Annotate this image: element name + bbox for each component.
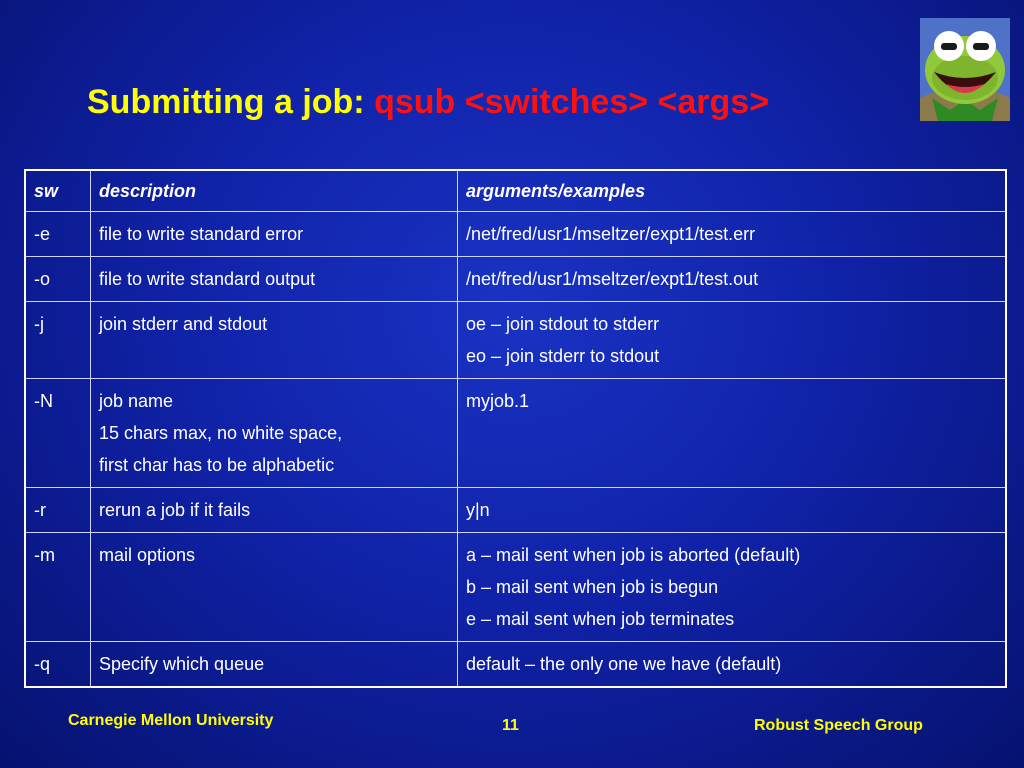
cell-line: mail options <box>99 545 196 565</box>
cell-line: default – the only one we have (default) <box>466 654 782 674</box>
cell-description <box>91 257 458 302</box>
table-row <box>25 533 1006 642</box>
cell-line: eo – join stderr to stdout <box>466 346 660 366</box>
header-arguments: arguments/examples <box>458 170 1007 212</box>
cell-description <box>91 488 458 533</box>
cell-sw: -q <box>25 642 91 688</box>
cell-line: b – mail sent when job is begun <box>466 577 719 597</box>
cell-line: file to write standard output <box>99 269 316 289</box>
table-row <box>25 379 1006 488</box>
cell-description <box>91 212 458 257</box>
cell-description <box>91 379 458 488</box>
header-description: description <box>91 170 458 212</box>
footer-group: Robust Speech Group <box>754 717 923 734</box>
cell-arguments <box>458 642 1007 688</box>
cell-sw: -m <box>25 533 91 642</box>
cell-sw: -o <box>25 257 91 302</box>
cell-line: e – mail sent when job terminates <box>466 609 735 629</box>
table-row <box>25 257 1006 302</box>
cell-line: first char has to be alphabetic <box>99 455 335 475</box>
cell-sw: -j <box>25 302 91 379</box>
cell-description <box>91 302 458 379</box>
cell-line: rerun a job if it fails <box>99 500 251 520</box>
cell-arguments <box>458 257 1007 302</box>
cell-sw: -N <box>25 379 91 488</box>
table-header-row <box>25 170 1006 212</box>
cell-sw: -r <box>25 488 91 533</box>
switches-table <box>24 169 1007 688</box>
title-main-text: Submitting a job: <box>87 83 365 121</box>
cell-description <box>91 533 458 642</box>
table-row <box>25 302 1006 379</box>
cell-arguments <box>458 533 1007 642</box>
kermit-avatar-icon <box>920 18 1010 121</box>
header-sw: sw <box>25 170 91 212</box>
cell-line: Specify which queue <box>99 654 265 674</box>
cell-line: /net/fred/usr1/mseltzer/expt1/test.err <box>466 224 756 244</box>
cell-line: 15 chars max, no white space, <box>99 423 343 443</box>
slide-title <box>87 80 769 124</box>
cell-sw: -e <box>25 212 91 257</box>
cell-line: myjob.1 <box>466 391 530 411</box>
cell-line: file to write standard error <box>99 224 304 244</box>
table-row <box>25 488 1006 533</box>
title-command-text: qsub <switches> <args> <box>374 83 770 121</box>
table-row <box>25 642 1006 688</box>
cell-arguments <box>458 379 1007 488</box>
table-row <box>25 212 1006 257</box>
cell-arguments <box>458 212 1007 257</box>
cell-line: join stderr and stdout <box>99 314 268 334</box>
cell-description <box>91 642 458 688</box>
cell-line: /net/fred/usr1/mseltzer/expt1/test.out <box>466 269 759 289</box>
cell-arguments <box>458 302 1007 379</box>
footer-university: Carnegie Mellon University <box>68 712 274 729</box>
cell-line: y|n <box>466 500 490 520</box>
cell-line: job name <box>99 391 174 411</box>
cell-line: oe – join stdout to stderr <box>466 314 660 334</box>
footer-page-number: 11 <box>502 717 519 734</box>
cell-arguments <box>458 488 1007 533</box>
cell-line: a – mail sent when job is aborted (default) <box>466 545 801 565</box>
